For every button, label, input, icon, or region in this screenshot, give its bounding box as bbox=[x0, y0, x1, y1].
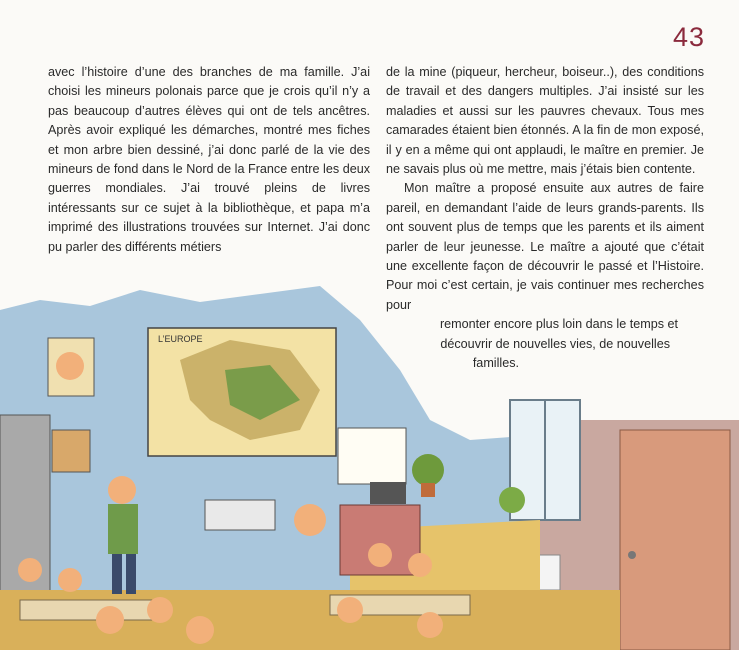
wrapped-line-2: découvrir de nouvelles vies, de nouvelles bbox=[440, 336, 670, 351]
page-number: 43 bbox=[673, 22, 706, 52]
poster-right bbox=[338, 428, 406, 484]
plant-2 bbox=[499, 487, 525, 513]
wrapped-line-1: remonter encore plus loin dans le temps et bbox=[439, 317, 678, 332]
copier bbox=[205, 500, 275, 530]
desk-1 bbox=[20, 600, 160, 620]
door bbox=[620, 430, 730, 650]
paragraph-right-1: de la mine (piqueur, hercheur, boiseur..), des conditions de travail et des dangers multiples. J’ai insisté sur les maladies et aussi sur les pauvres chevaux. Tous mes camarades étaient bien étonnés. A la fin de mon exposé, il y en a même qui ont applaudi, le maître en premier. Je ne savais plus où me mettre, mais j’étais bien contente. bbox=[386, 65, 704, 177]
paragraph-left: avec l’histoire d’une des branches de ma famille. J’ai choisi les mineurs polonais parce que je crois qu’il n’y a pas beaucoup d’autres élèves qui ont de tels ancêtres. Après avoir expliqué les démarches, montré mes fiches et mon arbre bien dessiné, j’ai donc parlé de la vie des mineurs de fond dans le Nord de la France entre les deux guerres mondiales. J’ai trouvé pleins de livres intéressants sur ce sujet à la bibliothèque, et papa m’a imprimé des illustrations trouvées sur Internet. J’ai donc pu parler des différents métiers bbox=[48, 65, 370, 254]
europe-map bbox=[148, 328, 336, 456]
plant-1 bbox=[412, 454, 444, 486]
map-label: L’EUROPE bbox=[158, 334, 203, 344]
poster-left-2 bbox=[52, 430, 90, 472]
door-knob bbox=[628, 551, 636, 559]
paragraph-right-2: Mon maître a proposé ensuite aux autres de faire pareil, en demandant l’aide de leurs grands-parents. Ils ont souvent plus de temps que les parents et ils aiment parler de leur jeunesse. Le maître a ajouté que c’était une excellente façon de découvrir le passé et l’Histoire. Pour moi c’est certain, je vais continuer mes recherches pour bbox=[386, 181, 704, 312]
wrapped-line-3: familles. bbox=[472, 356, 519, 371]
text-column-left bbox=[48, 63, 370, 257]
radio bbox=[370, 482, 406, 504]
classroom-illustration bbox=[0, 280, 739, 650]
